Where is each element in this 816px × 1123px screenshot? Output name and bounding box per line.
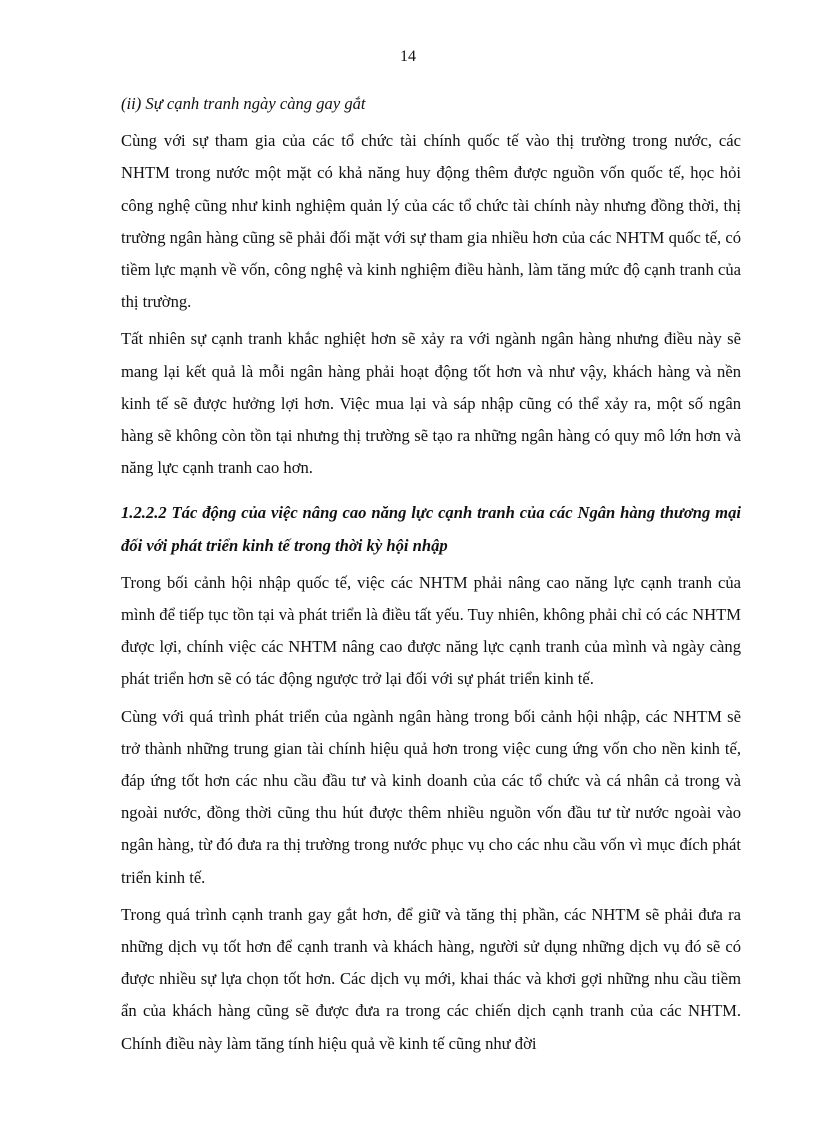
document-body [121, 88, 741, 1065]
subheading: (ii) Sự cạnh tranh ngày càng gay gắt [121, 94, 366, 113]
paragraph: Cùng với sự tham gia của các tổ chức tài chính quốc tế vào thị trường trong nước, các NHTM trong nước một mặt có khả năng huy động thêm được nguồn vốn quốc tế, học hỏi công nghệ cũng như kinh nghiệm quản lý của các tổ chức tài chính này nhưng đồng thời, thị trường ngân hàng cũng sẽ phải đối mặt với sự tham gia nhiều hơn của các NHTM quốc tế, có tiềm lực mạnh về vốn, công nghệ và kinh nghiệm điều hành, làm tăng mức độ cạnh tranh của thị trường. [121, 131, 741, 312]
paragraph: Trong quá trình cạnh tranh gay gắt hơn, để giữ và tăng thị phần, các NHTM sẽ phải đưa ra những dịch vụ tốt hơn để cạnh tranh và khách hàng, người sử dụng những dịch vụ đó sẽ có được nhiều sự lựa chọn tốt hơn. Các dịch vụ mới, khai thác và khơi gợi những nhu cầu tiềm ẩn của khách hàng cũng sẽ được đưa ra trong các chiến dịch cạnh tranh của các NHTM. Chính điều này làm tăng tính hiệu quả về kinh tế cũng như đời [121, 904, 741, 1053]
section-heading: 1.2.2.2 Tác động của việc nâng cao năng lực cạnh tranh của các Ngân hàng thương mại đối với phát triển kinh tế trong thời kỳ hội nhập [121, 503, 741, 555]
paragraph: Trong bối cảnh hội nhập quốc tế, việc các NHTM phải nâng cao năng lực cạnh tranh của mình để tiếp tục tồn tại và phát triển là điều tất yếu. Tuy nhiên, không phải chỉ có các NHTM được lợi, chính việc các NHTM nâng cao được năng lực cạnh tranh của mình và ngày càng phát triển hơn sẽ có tác động ngược trở lại đối với sự phát triển kinh tế. [121, 572, 741, 689]
paragraph: Tất nhiên sự cạnh tranh khắc nghiệt hơn sẽ xảy ra với ngành ngân hàng nhưng điều này sẽ mang lại kết quả là mỗi ngân hàng phải hoạt động tốt hơn và như vậy, khách hàng và nền kinh tế sẽ được hưởng lợi hơn. Việc mua lại và sáp nhập cũng có thể xảy ra, một số ngân hàng sẽ không còn tồn tại nhưng thị trường sẽ tạo ra những ngân hàng có quy mô lớn hơn và năng lực cạnh tranh cao hơn. [121, 329, 741, 478]
page-number: 14 [400, 48, 416, 65]
paragraph: Cùng với quá trình phát triển của ngành ngân hàng trong bối cảnh hội nhập, các NHTM sẽ trở thành những trung gian tài chính hiệu quả hơn trong việc cung ứng vốn cho nền kinh tế, đáp ứng tốt hơn các nhu cầu đầu tư và kinh doanh của các tổ chức và cá nhân cả trong và ngoài nước, đồng thời cũng thu hút được thêm nhiều nguồn vốn đầu tư từ nước ngoài vào ngân hàng, từ đó đưa ra thị trường trong nước phục vụ cho các nhu cầu vốn vì mục đích phát triển kinh tế. [121, 706, 741, 887]
